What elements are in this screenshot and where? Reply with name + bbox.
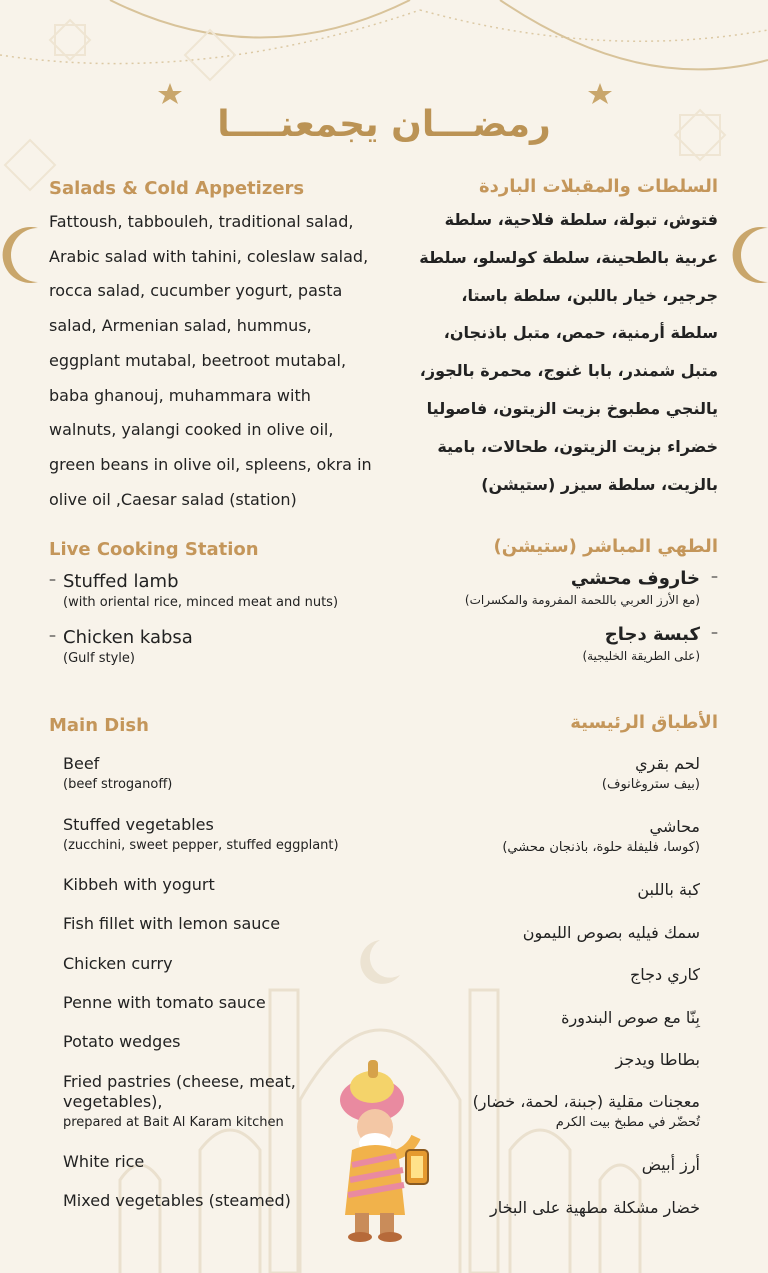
list-item: Beef (beef stroganoff) <box>63 754 173 792</box>
list-item: – خاروف محشي (مع الأرز العربي باللحمة المفرومة والمكسرات) <box>388 569 718 609</box>
star-icon <box>158 83 182 104</box>
crescent-icon <box>733 227 768 283</box>
ar-salads-heading: السلطات والمقبلات الباردة <box>478 176 718 197</box>
ar-salads-text: فتوش، تبولة، سلطة فلاحية، سلطة عربية بالطحينة، سلطة كولسلو، سلطة جرجير، خيار باللبن، سلطة باستا، سلطة أرمنية، حمص، متبل باذنجان، متبل شمندر، بابا غنوج، محمرة بالجوز، يالنجي مطبوخ بزيت الزيتون، فاصوليا خضراء بزيت الزيتون، طحالات، بامية بالزيت، سلطة سيزر (ستيشن) <box>419 210 718 494</box>
list-item: بِنّا مع صوص البندورة <box>561 1008 700 1027</box>
ar-live-section <box>388 536 718 665</box>
list-item: White rice <box>63 1152 145 1171</box>
list-item: Penne with tomato sauce <box>63 993 266 1012</box>
page-title: رمضـــان يجمعنــــا <box>217 104 551 145</box>
en-main-section <box>49 715 329 736</box>
crescent-icon <box>3 227 38 283</box>
ar-live-heading: الطهي المباشر (ستيشن) <box>493 536 718 557</box>
list-item: – Chicken kabsa (Gulf style) <box>49 628 379 668</box>
list-item: Mixed vegetables (steamed) <box>63 1191 291 1210</box>
list-item: Stuffed vegetables (zucchini, sweet pepper, stuffed eggplant) <box>63 815 339 853</box>
mascot-illustration <box>330 1055 440 1245</box>
list-item: محاشي (كوسا، فليفلة حلوة، باذنجان محشي) <box>502 817 700 855</box>
star-icon <box>588 83 612 104</box>
list-item: معجنات مقلية (جبنة، لحمة، خضار) تُحضّر في مطبخ بيت الكرم <box>472 1092 700 1130</box>
list-item: لحم بقري (بيف ستروغانوف) <box>601 754 700 792</box>
list-item: Chicken curry <box>63 954 173 973</box>
en-salads-heading: Salads & Cold Appetizers <box>49 178 305 199</box>
list-item: Fried pastries (cheese, meat, vegetables), prepared at Bait Al Karam kitchen <box>63 1072 296 1130</box>
list-item: بطاطا ويدجز <box>615 1050 700 1069</box>
list-item: كاري دجاج <box>629 965 700 984</box>
en-live-heading: Live Cooking Station <box>49 539 259 560</box>
list-item: – كبسة دجاج (على الطريقة الخليجية) <box>388 625 718 665</box>
en-live-section <box>49 539 379 668</box>
en-salads-section <box>49 178 379 517</box>
list-item: كبة باللبن <box>637 880 700 899</box>
list-item: سمك فيليه بصوص الليمون <box>522 923 700 942</box>
list-item: خضار مشكلة مطهية على البخار <box>490 1198 700 1217</box>
ar-main-section <box>418 712 718 733</box>
ar-salads-section <box>418 176 718 503</box>
list-item: Kibbeh with yogurt <box>63 875 215 894</box>
list-item: Potato wedges <box>63 1032 181 1051</box>
list-item: – Stuffed lamb (with oriental rice, minced meat and nuts) <box>49 572 379 612</box>
ar-main-heading: الأطباق الرئيسية <box>570 712 718 733</box>
en-main-heading: Main Dish <box>49 715 149 736</box>
en-salads-text: Fattoush, tabbouleh, traditional salad, Arabic salad with tahini, coleslaw salad, rocca salad, cucumber yogurt, pasta salad, Armenian salad, hummus, eggplant mutabal, beetroot mutabal, baba ghanouj, muhammara with walnuts, yalangi cooked in olive oil, green beans in olive oil, spleens, okra in olive oil ,Caesar salad (station) <box>49 212 372 509</box>
list-item: أرز أبيض <box>641 1155 700 1174</box>
list-item: Fish fillet with lemon sauce <box>63 914 281 933</box>
